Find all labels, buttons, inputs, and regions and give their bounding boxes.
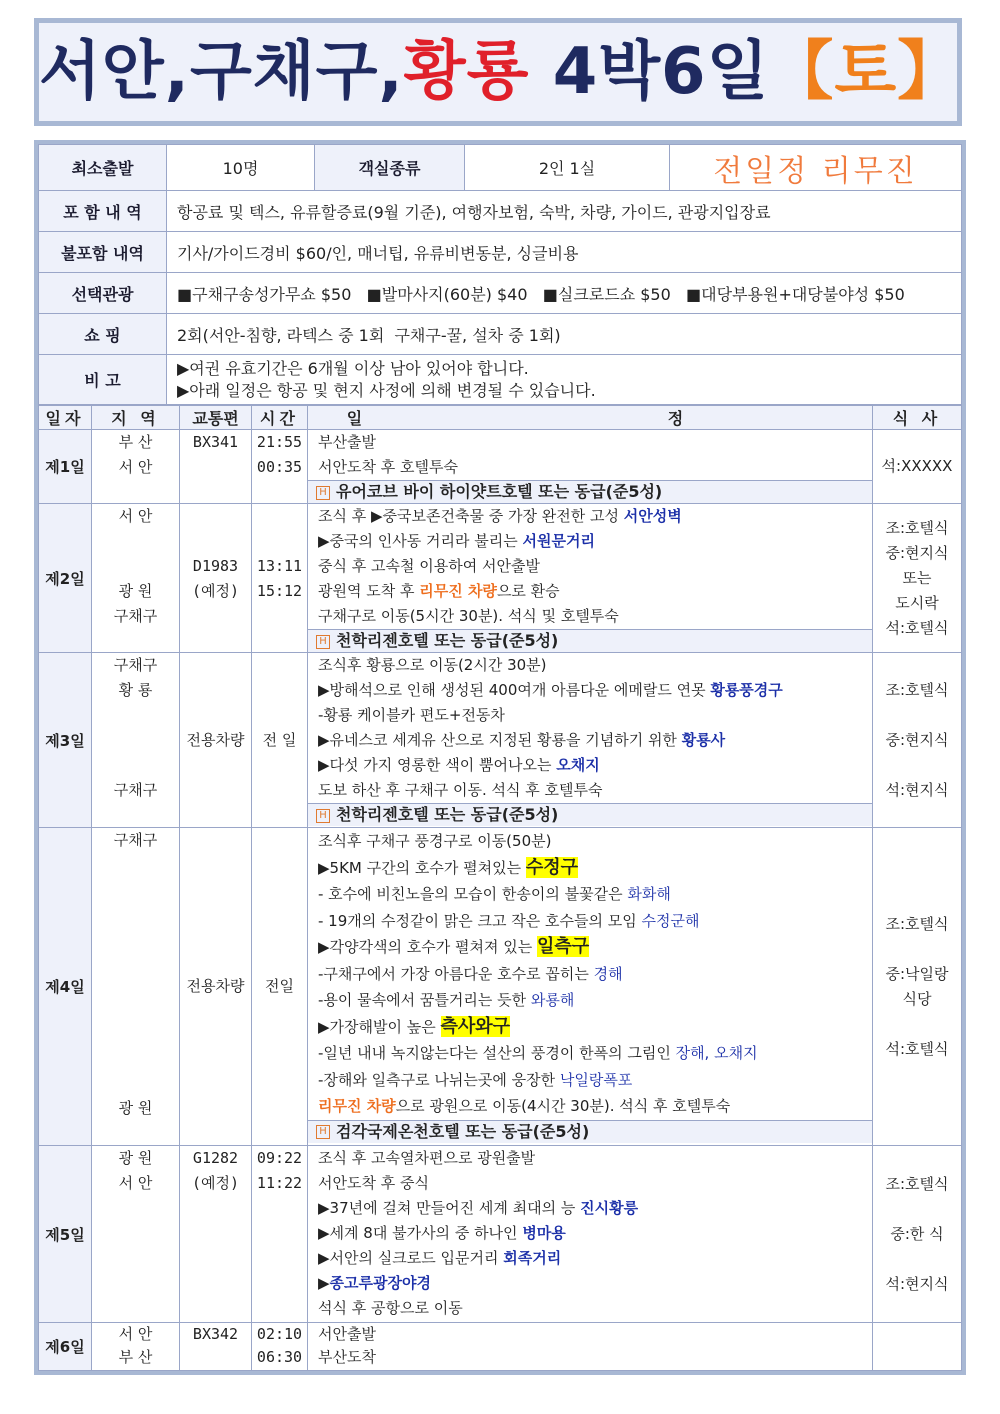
- limo-text: 리무진 차량: [318, 1097, 396, 1115]
- title-part4: 【토】: [769, 35, 963, 109]
- info-table: [34, 140, 966, 405]
- transport-note: (예정): [191, 1174, 240, 1192]
- day-row-6: [39, 1323, 962, 1371]
- itinerary-cell: [308, 1146, 873, 1323]
- shop-value: 2회(서안-침향, 라텍스 중 1회 구채구-꿀, 설차 중 1회): [167, 314, 962, 355]
- meal-cell: 석:XXXXX: [873, 430, 962, 504]
- time-cell: [252, 1323, 308, 1371]
- attraction-highlight: 수정구: [525, 856, 579, 878]
- title-part1: 서안,구채구,: [39, 35, 404, 109]
- attraction: 병마용: [522, 1224, 566, 1242]
- include-label: 포 함 내 역: [39, 191, 167, 232]
- day-row-2: [39, 504, 962, 653]
- itinerary-line: 서안도착 후 중식: [318, 1174, 429, 1192]
- region: 구채구: [113, 607, 158, 625]
- time: 11:22: [256, 1174, 303, 1192]
- attraction: 화화해: [627, 885, 671, 903]
- option-value: ■구채구송성가무쇼 $50 ■발마사지(60분) $40 ■실크로드쇼 $50 ■대당부용원+대당불야성 $50: [167, 273, 962, 314]
- itinerary-line: -구채구에서 가장 아름다운 호수로 꼽히는 경해: [318, 964, 623, 983]
- note-value: [167, 355, 962, 405]
- include-value: 항공료 및 텍스, 유류할증료(9월 기준), 여행자보험, 숙박, 차량, 가이드, 관광지입장료: [167, 191, 962, 232]
- itinerary-cell: [308, 828, 873, 1146]
- day-label: 제4일: [39, 828, 92, 1146]
- head-time: 시간: [252, 406, 308, 430]
- hotel-icon: H: [316, 635, 330, 649]
- region: 황 룡: [118, 681, 153, 699]
- note-line-1: ▶여권 유효기간은 6개월 이상 남아 있어야 합니다.: [177, 358, 529, 378]
- region-cell: [92, 504, 180, 653]
- itinerary-cell: [308, 430, 873, 504]
- attraction: 황룡사: [681, 731, 726, 749]
- hotel-line: [308, 1120, 872, 1143]
- itinerary-line: ▶다섯 가지 영롱한 색이 뿜어나오는 오채지: [318, 756, 600, 774]
- time: 06:30: [256, 1348, 303, 1366]
- itinerary-line: 광원역 도착 후 리무진 차량으로 환승: [318, 582, 560, 600]
- itinerary-line: 조식후 황룡으로 이동(2시간 30분): [318, 656, 547, 674]
- region-cell: [92, 653, 180, 828]
- day-row-1: [39, 430, 962, 504]
- region-cell: [92, 1323, 180, 1371]
- limo-label: 전일정 리무진: [670, 145, 962, 191]
- itinerary-line: - 호수에 비친노을의 모습이 한송이의 불꽃같은 화화해: [318, 885, 671, 903]
- day-label: 제1일: [39, 430, 92, 504]
- transport-cell: BX342: [180, 1323, 252, 1371]
- hotel-name: 천학리젠호텔 또는 동급(준5성): [336, 805, 559, 824]
- time: 09:22: [256, 1149, 303, 1167]
- attraction: 와룡해: [530, 991, 575, 1009]
- attraction: 서원문거리: [522, 532, 595, 550]
- itinerary-cell: [308, 653, 873, 828]
- day-row-4: [39, 828, 962, 1146]
- itinerary-line: ▶가장해발이 높은 측사와구: [318, 1015, 511, 1037]
- day-label: 제6일: [39, 1323, 92, 1371]
- meal-cell: 조:호텔식 중:현지식 석:현지식: [873, 653, 962, 828]
- room-value: 2인 1실: [465, 145, 670, 191]
- attraction-highlight: 일측구: [536, 936, 590, 957]
- day-row-5: [39, 1146, 962, 1323]
- time: 00:35: [256, 458, 303, 476]
- itinerary-line: -용이 물속에서 꿈틀거리는 듯한 와룡해: [318, 991, 575, 1009]
- itinerary-line: ▶각양각색의 호수가 펼쳐져 있는 일측구: [318, 936, 590, 957]
- head-day: 일자: [39, 406, 92, 430]
- meal-cell: 조:호텔식 중:한 식 석:현지식: [873, 1146, 962, 1323]
- time-cell: [252, 1146, 308, 1323]
- attraction: 서안성벽: [623, 507, 682, 525]
- meal-cell: 조:호텔식 중:현지식 또는 도시락 석:호텔식: [873, 504, 962, 653]
- itinerary-line: -황룡 케이블카 편도+전동차: [318, 706, 505, 724]
- region: 광 원: [118, 582, 153, 600]
- region: 광 원: [118, 1099, 153, 1117]
- attraction: 황룡풍경구: [710, 681, 783, 699]
- title-part3: 4박6일: [529, 35, 770, 109]
- region-cell: [92, 828, 180, 1146]
- exclude-label: 불포함 내역: [39, 232, 167, 273]
- time-cell: 전일: [252, 828, 308, 1146]
- transport: G1282: [192, 1149, 239, 1167]
- itinerary-line: 구채구로 이동(5시간 30분). 석식 및 호텔투숙: [318, 607, 619, 625]
- region: 부 산: [118, 1348, 153, 1366]
- room-label: 객실종류: [315, 145, 465, 191]
- itinerary-line: 조식 후 고속열차편으로 광원출발: [318, 1149, 536, 1167]
- head-transport: 교통편: [180, 406, 252, 430]
- day-label: 제5일: [39, 1146, 92, 1323]
- region: 서 안: [118, 507, 153, 525]
- region: 부 산: [118, 433, 153, 451]
- itinerary-line: 서안도착 후 호텔투숙: [318, 458, 458, 476]
- region-cell: [92, 430, 180, 504]
- hotel-line: [308, 480, 872, 503]
- time: 13:11: [256, 557, 303, 575]
- meal-cell: 조:호텔식 중:낙일랑 식당 석:호텔식: [873, 828, 962, 1146]
- hotel-line: [308, 629, 872, 652]
- transport-cell: [180, 504, 252, 653]
- itinerary-cell: [308, 504, 873, 653]
- min-value: 10명: [167, 145, 315, 191]
- hotel-icon: H: [316, 809, 330, 823]
- attraction: 경해: [593, 964, 623, 983]
- hotel-name: 천학리젠호텔 또는 동급(준5성): [336, 631, 559, 650]
- itinerary-line: -일년 내내 녹지않는다는 설산의 풍경이 한폭의 그림인 장해, 오채지: [318, 1044, 758, 1062]
- itinerary-line: 도보 하산 후 구채구 이동. 석식 후 호텔투숙: [318, 781, 603, 799]
- region: 구채구: [113, 656, 158, 674]
- attraction: 낙일랑폭포: [559, 1070, 633, 1089]
- itinerary-line: 중식 후 고속철 이용하여 서안출발: [318, 557, 540, 575]
- title-part2: 황룡: [403, 35, 530, 109]
- time-cell: [252, 504, 308, 653]
- note-line-2: ▶아래 일정은 항공 및 현지 사정에 의해 변경될 수 있습니다.: [177, 380, 596, 400]
- itinerary-line: 부산출발: [318, 433, 376, 451]
- transport-cell: 전용차량: [180, 828, 252, 1146]
- itinerary-cell: [308, 1323, 873, 1371]
- itinerary-line: 부산도착: [318, 1348, 376, 1366]
- hotel-name: 검각국제온천호텔 또는 동급(준5성): [336, 1121, 590, 1141]
- hotel-line: [308, 803, 872, 826]
- hotel-icon: H: [316, 1125, 330, 1139]
- day-label: 제2일: [39, 504, 92, 653]
- attraction: 장해, 오채지: [675, 1044, 758, 1062]
- head-itinerary: 일 정: [308, 406, 873, 430]
- hotel-icon: H: [316, 486, 330, 500]
- itinerary-line: 조식후 구채구 풍경구로 이동(50분): [318, 832, 552, 850]
- transport-cell: [180, 1146, 252, 1323]
- transport-note: (예정): [191, 582, 240, 600]
- itinerary-line: 서안출발: [318, 1325, 376, 1343]
- schedule-table: [34, 405, 966, 1375]
- limo-text: 리무진 차량: [419, 582, 497, 600]
- region: 서 안: [118, 1174, 153, 1192]
- itinerary-line: 리무진 차량으로 광원으로 이동(4시간 30분). 석식 후 호텔투숙: [318, 1097, 731, 1115]
- itinerary-line: ▶중국의 인사동 거리라 불리는 서원문거리: [318, 532, 595, 550]
- page-title: [39, 23, 963, 121]
- transport: D1983: [192, 557, 239, 575]
- time: 21:55: [256, 433, 303, 451]
- itinerary-line: ▶서안의 실크로드 입문거리 회족거리: [318, 1249, 562, 1267]
- attraction-highlight: 측사와구: [440, 1015, 511, 1037]
- region-cell: [92, 1146, 180, 1323]
- time-cell: [252, 430, 308, 504]
- itinerary-line: - 19개의 수정같이 맑은 크고 작은 호수들의 모임 수정군해: [318, 911, 700, 930]
- region: 광 원: [118, 1149, 153, 1167]
- time: 02:10: [256, 1325, 303, 1343]
- itinerary-line: ▶37년에 걸쳐 만들어진 세계 최대의 능 진시황릉: [318, 1199, 639, 1217]
- min-label: 최소출발: [39, 145, 167, 191]
- attraction: 회족거리: [503, 1249, 562, 1267]
- itinerary-line: -장해와 일측구로 나뉘는곳에 웅장한 낙일랑폭포: [318, 1070, 633, 1089]
- itinerary-line: 조식 후 ▶중국보존건축물 중 가장 완전한 고성 서안성벽: [318, 507, 682, 525]
- note-label: 비 고: [39, 355, 167, 405]
- exclude-value: 기사/가이드경비 $60/인, 매너팁, 유류비변동분, 싱글비용: [167, 232, 962, 273]
- itinerary-line: 석식 후 공항으로 이동: [318, 1299, 463, 1317]
- attraction: 수정군해: [641, 911, 700, 930]
- day-label: 제3일: [39, 653, 92, 828]
- attraction: 진시황릉: [580, 1199, 639, 1217]
- itinerary-line: ▶종고루광장야경: [318, 1274, 431, 1292]
- head-region: 지 역: [92, 406, 180, 430]
- hotel-name: 유어코브 바이 하이얏트호텔 또는 동급(준5성): [336, 482, 663, 501]
- attraction: 오채지: [556, 756, 600, 774]
- region: 구채구: [113, 781, 158, 799]
- head-meal: 식 사: [873, 406, 962, 430]
- region: 서 안: [118, 1325, 153, 1343]
- itinerary-line: ▶세계 8대 불가사의 중 하나인 병마용: [318, 1224, 566, 1242]
- region: 구채구: [113, 831, 158, 849]
- time: 15:12: [256, 582, 303, 600]
- region: 서 안: [118, 458, 153, 476]
- transport-cell: BX341: [180, 430, 252, 504]
- itinerary-line: ▶유네스코 세계유 산으로 지정된 황룡을 기념하기 위한 황룡사: [318, 731, 726, 749]
- title-banner: [34, 18, 962, 126]
- itinerary-line: ▶방해석으로 인해 생성된 400여개 아름다운 에메랄드 연못 황룡풍경구: [318, 681, 783, 699]
- itinerary-line: ▶5KM 구간의 호수가 펼쳐있는 수정구: [318, 856, 579, 878]
- shop-label: 쇼 핑: [39, 314, 167, 355]
- time-cell: 전 일: [252, 653, 308, 828]
- transport-cell: 전용차량: [180, 653, 252, 828]
- option-label: 선택관광: [39, 273, 167, 314]
- meal-cell: [873, 1323, 962, 1371]
- attraction: 종고루광장야경: [329, 1274, 431, 1292]
- day-row-3: [39, 653, 962, 828]
